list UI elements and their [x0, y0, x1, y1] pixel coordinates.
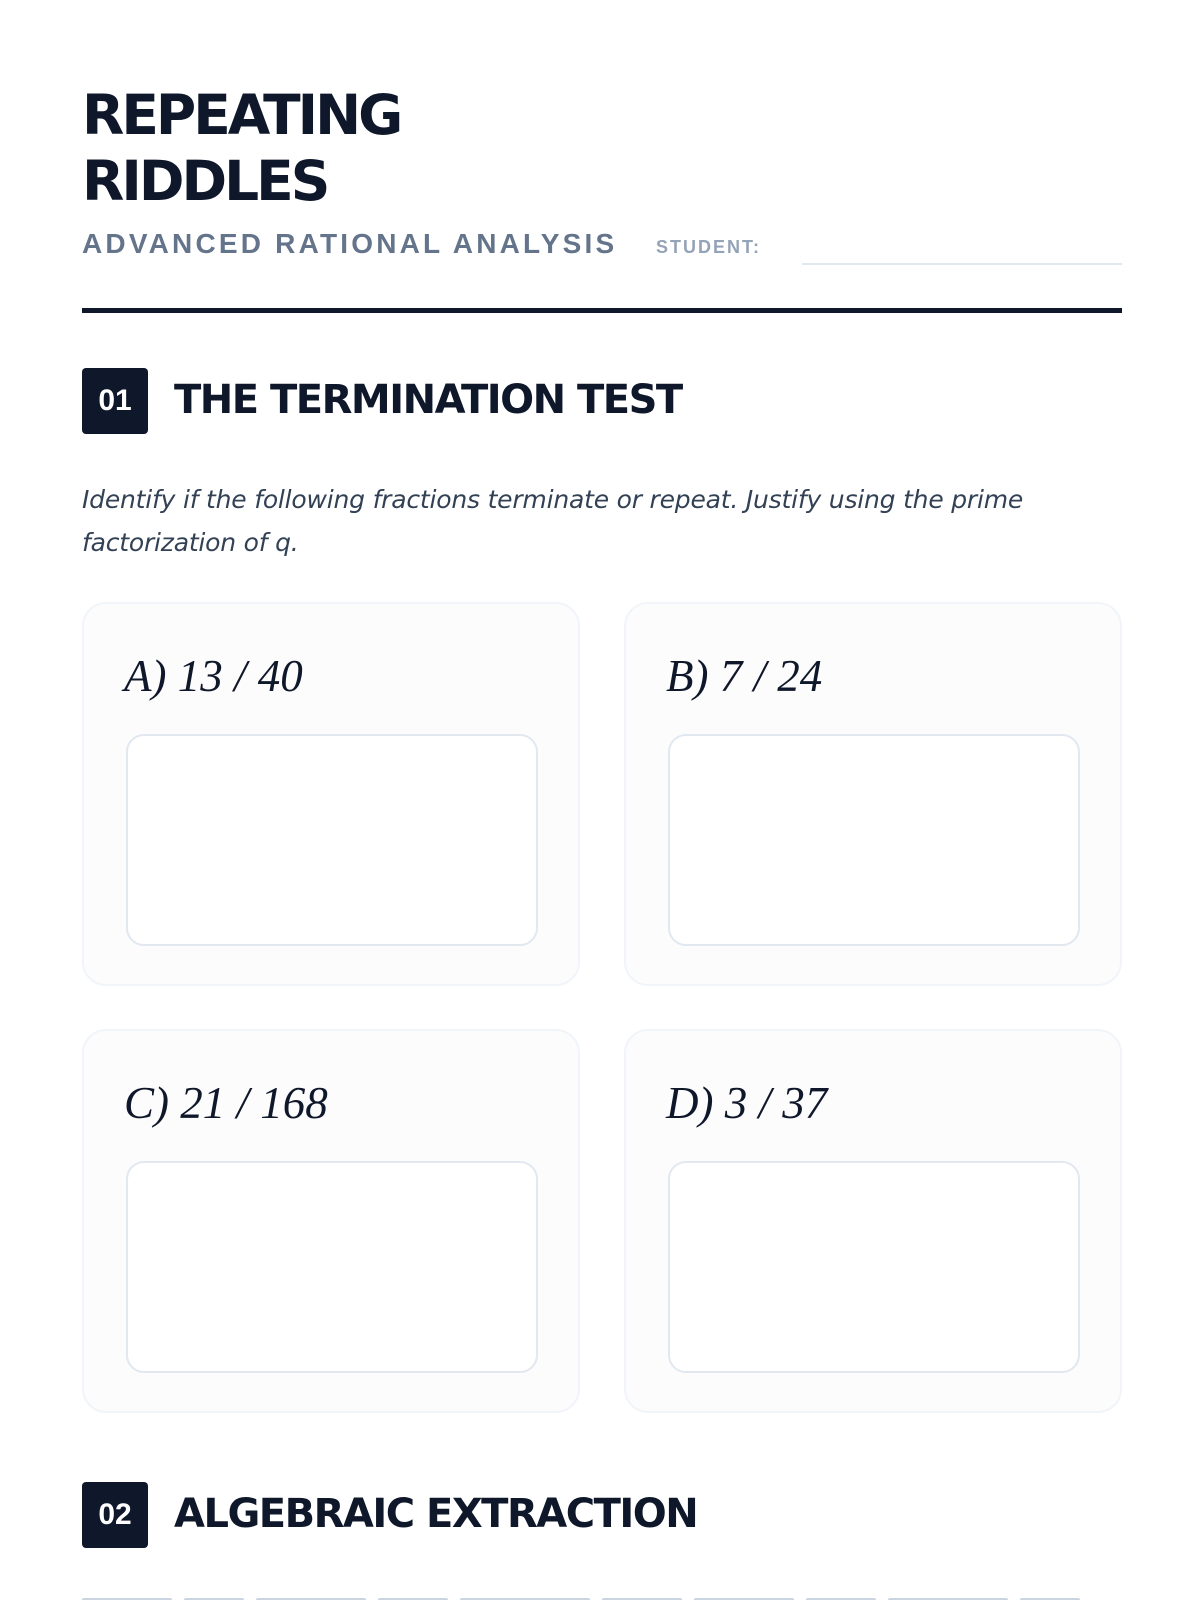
section-1-title: THE TERMINATION TEST — [174, 377, 682, 423]
student-name-line[interactable] — [802, 263, 1122, 265]
problem-card-d — [624, 1029, 1122, 1413]
section-1-instructions: Identify if the following fractions terminate or repeat. Justify using the prime factorization of q. — [82, 485, 1024, 557]
student-label: STUDENT: — [656, 237, 761, 257]
problem-card-b — [624, 602, 1122, 986]
section-2-title: ALGEBRAIC EXTRACTION — [174, 1491, 698, 1537]
section-2-header — [82, 1482, 1122, 1548]
course-subtitle: ADVANCED RATIONAL ANALYSIS — [82, 228, 618, 259]
title-line-1: REPEATING — [82, 83, 401, 147]
problem-b-answer-box[interactable] — [668, 734, 1080, 946]
problem-b-label: B) 7 / 24 — [666, 651, 823, 701]
problem-a-answer-box[interactable] — [126, 734, 538, 946]
problem-d-answer-box[interactable] — [668, 1161, 1080, 1373]
problem-card-c — [82, 1029, 580, 1413]
subtitle-row — [82, 226, 1122, 266]
worksheet-title — [82, 82, 400, 214]
problem-a-label: A) 13 / 40 — [124, 651, 303, 701]
problem-card-a — [82, 602, 580, 986]
problem-c-answer-box[interactable] — [126, 1161, 538, 1373]
section-1-header — [82, 368, 1122, 434]
header-divider — [82, 308, 1122, 313]
section-2-number-badge: 02 — [82, 1482, 148, 1548]
problem-d-label: D) 3 / 37 — [666, 1078, 828, 1128]
problem-c-label: C) 21 / 168 — [124, 1078, 328, 1128]
section-1-number-badge: 01 — [82, 368, 148, 434]
title-line-2: RIDDLES — [82, 149, 328, 213]
section-2-instructions-cutoff — [82, 1588, 1122, 1600]
